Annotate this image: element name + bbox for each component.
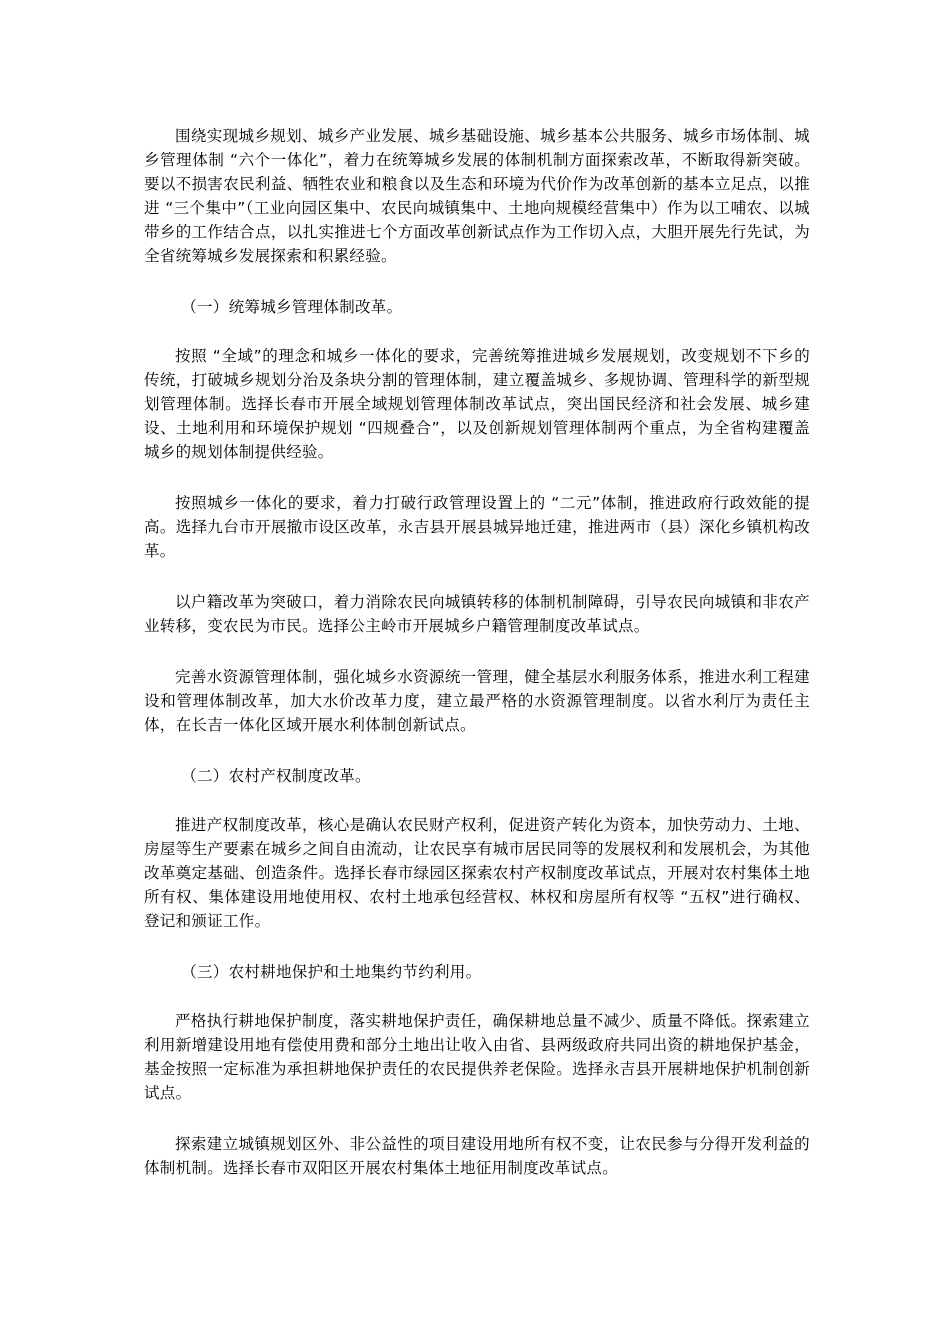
paragraph-property-rights: 推进产权制度改革，核心是确认农民财产权利，促进资产转化为资本，加快劳动力、土地、房屋等生产要素在城乡之间自由流动，让农民享有城市居民同等的发展权利和发展机会，为其他改革奠定基础、创造条件。选择长春市绿园区探索农村产权制度改革试点，开展对农村集体土地所有权、集体建设用地使用权、农村土地承包经营权、林权和房屋所有权等 “五权”进行确权、登记和颁证工作。	[144, 816, 810, 930]
paragraph-land-requisition: 探索建立城镇规划区外、非公益性的项目建设用地所有权不变，让农民参与分得开发利益的体制机制。选择长春市双阳区开展农村集体土地征用制度改革试点。	[144, 1135, 810, 1177]
paragraph-intro: 围绕实现城乡规划、城乡产业发展、城乡基础设施、城乡基本公共服务、城乡市场体制、城乡管理体制 “六个一体化”，着力在统筹城乡发展的体制机制方面探索改革，不断取得新突破。要以不损害农民利益、牺牲农业和粮食以及生态和环境为代价作为改革创新的基本立足点，以推进 “三个集中”（工业向园区集中、农民向城镇集中、土地向规模经营集中）作为以工哺农、以城带乡的工作结合点，以扎实推进七个方面改革创新试点作为工作切入点，大胆开展先行先试，为全省统筹城乡发展探索和积累经验。	[144, 127, 810, 265]
section-heading-2: （二）农村产权制度改革。	[181, 767, 371, 785]
paragraph-water-resources: 完善水资源管理体制，强化城乡水资源统一管理，健全基层水利服务体系，推进水利工程建设和管理体制改革，加大水价改革力度，建立最严格的水资源管理制度。以省水利厅为责任主体，在长吉一体化区域开展水利体制创新试点。	[144, 668, 810, 734]
paragraph-administration: 按照城乡一体化的要求，着力打破行政管理设置上的 “二元”体制，推进政府行政效能的提高。选择九台市开展撤市设区改革，永吉县开展县城异地迁建，推进两市（县）深化乡镇机构改革。	[144, 494, 810, 560]
paragraph-farmland-protection: 严格执行耕地保护制度，落实耕地保护责任，确保耕地总量不减少、质量不降低。探索建立利用新增建设用地有偿使用费和部分土地出让收入由省、县两级政府共同出资的耕地保护基金，基金按照一定标准为承担耕地保护责任的农民提供养老保险。选择永吉县开展耕地保护机制创新试点。	[144, 1012, 810, 1102]
paragraph-planning: 按照 “全域”的理念和城乡一体化的要求，完善统筹推进城乡发展规划，改变规划不下乡的传统，打破城乡规划分治及条块分割的管理体制，建立覆盖城乡、多规协调、管理科学的新型规划管理体制。选择长春市开展全域规划管理体制改革试点，突出国民经济和社会发展、城乡建设、土地利用和环境保护规划 “四规叠合”，以及创新规划管理体制两个重点，为全省构建覆盖城乡的规划体制提供经验。	[144, 347, 810, 461]
section-heading-1: （一）统筹城乡管理体制改革。	[181, 298, 403, 316]
paragraph-household-registration: 以户籍改革为突破口，着力消除农民向城镇转移的体制机制障碍，引导农民向城镇和非农产业转移，变农民为市民。选择公主岭市开展城乡户籍管理制度改革试点。	[144, 593, 810, 635]
document-body	[144, 124, 810, 1207]
section-heading-3: （三）农村耕地保护和土地集约节约利用。	[181, 963, 482, 981]
